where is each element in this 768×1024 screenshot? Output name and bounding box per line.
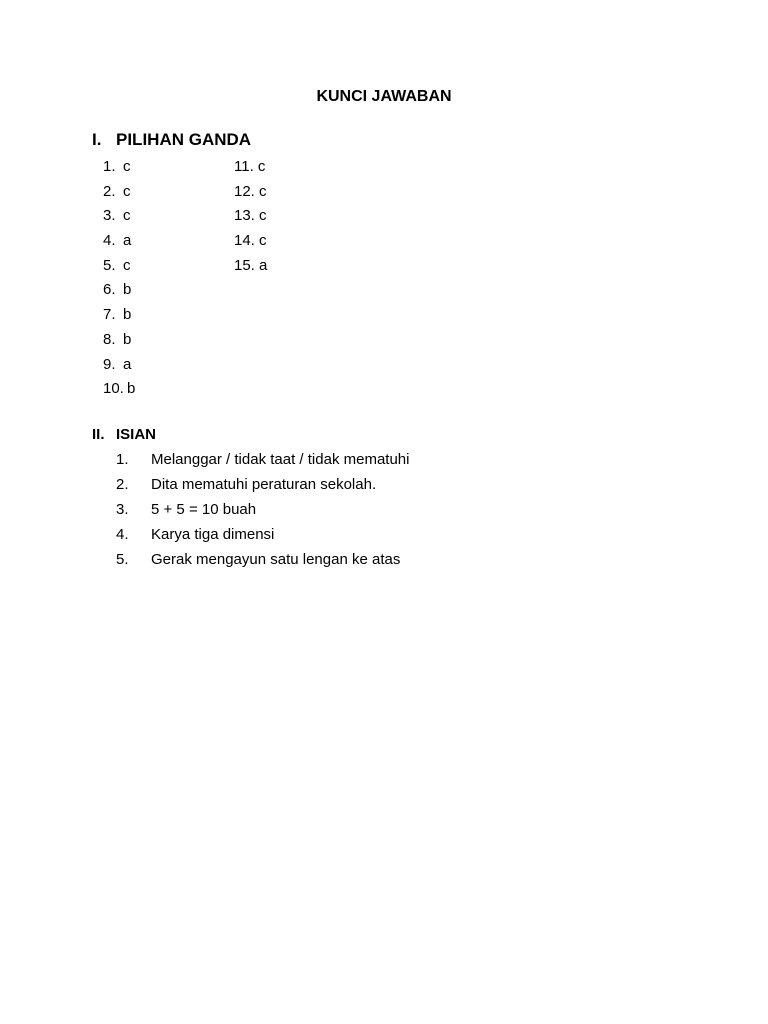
item-number: 7. [103,306,116,324]
section-number: II. [92,426,105,443]
list-item [103,206,135,231]
item-answer: Melanggar / tidak taat / tidak mematuhi [151,451,410,468]
item-number: 11. [234,158,254,175]
item-number: 2. [116,476,129,493]
item-answer: b [123,281,132,299]
list-item [116,450,409,475]
list-item [234,182,267,207]
list-item [116,550,409,575]
item-number: 10. [103,380,124,398]
item-answer: a [259,256,268,274]
item-answer: c [257,158,266,175]
section-heading-pilihan-ganda [92,130,251,150]
item-answer: c [259,182,267,200]
item-answer: Dita mematuhi peraturan sekolah. [151,476,377,493]
item-number: 1. [103,158,116,175]
section-title: PILIHAN GANDA [116,130,252,149]
item-answer: b [123,306,132,324]
item-answer: b [123,330,132,348]
document-title: KUNCI JAWABAN [316,88,452,105]
item-answer: b [127,380,136,398]
section-title: ISIAN [116,426,157,443]
item-answer: c [123,256,131,274]
item-number: 4. [116,526,129,543]
list-item [103,355,135,380]
list-item [234,206,267,231]
item-number: 14. [234,232,255,250]
list-item [116,500,409,525]
item-answer: c [123,207,131,225]
list-item [103,330,135,355]
item-number: 6. [103,281,116,299]
list-item [103,231,135,256]
item-number: 4. [103,232,116,250]
item-number: 3. [116,501,129,518]
multiple-choice-column-1 [103,157,135,404]
list-item [103,379,135,404]
item-number: 12. [234,182,255,200]
fill-in-answer-list [116,450,409,575]
item-answer: c [259,232,267,250]
item-number: 8. [103,330,116,348]
item-answer: a [123,355,132,373]
item-number: 9. [103,355,116,373]
list-item [234,157,267,182]
item-number: 13. [234,207,255,225]
item-answer: Gerak mengayun satu lengan ke atas [151,551,401,568]
list-item [103,182,135,207]
list-item [234,256,267,281]
list-item [103,305,135,330]
item-answer: c [123,182,131,200]
list-item [116,525,409,550]
item-number: 5. [103,256,116,274]
item-answer: c [259,207,267,225]
list-item [103,280,135,305]
item-number: 2. [103,182,116,200]
item-answer: Karya tiga dimensi [151,526,275,543]
list-item [116,475,409,500]
list-item [103,256,135,281]
multiple-choice-column-2 [234,157,267,280]
section-heading-isian [92,426,156,443]
list-item [234,231,267,256]
item-number: 3. [103,207,116,225]
item-answer: a [123,232,132,250]
list-item [103,157,135,182]
item-number: 5. [116,551,129,568]
item-number: 1. [116,451,129,468]
item-answer: c [123,158,131,175]
item-number: 15. [234,256,255,274]
item-answer: 5 + 5 = 10 buah [151,501,257,518]
section-number: I. [92,130,102,149]
